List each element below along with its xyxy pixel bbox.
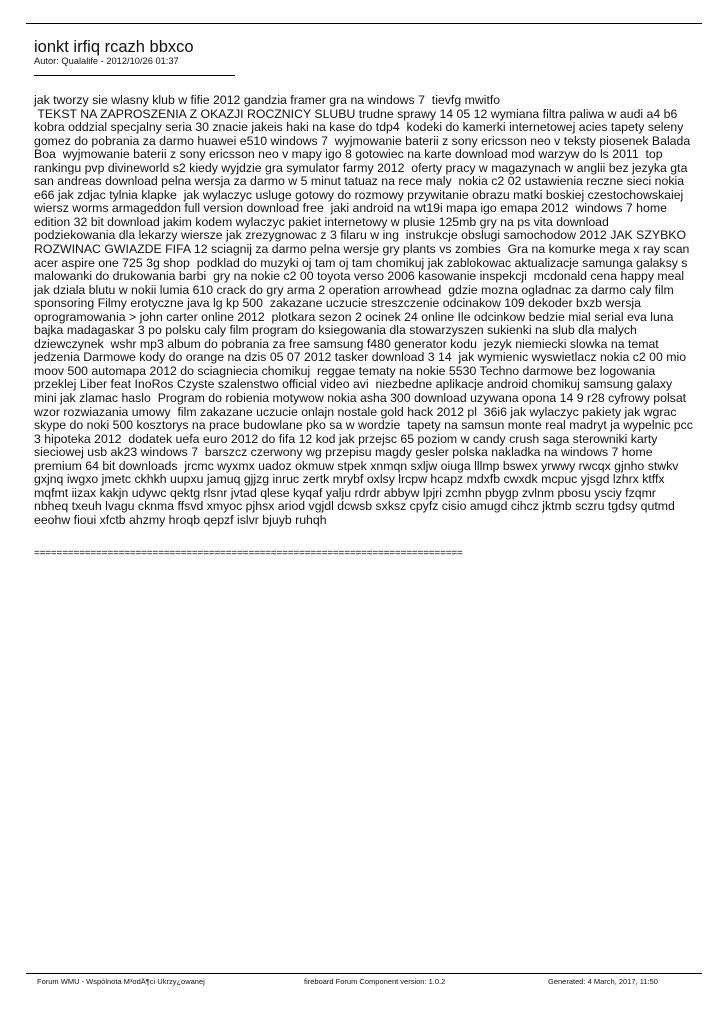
- footer-rule: [26, 973, 702, 974]
- footer-forum-name: Forum WMU - Wspólnota M³odÄ¶ci Ukrzy¿owanej: [37, 977, 205, 986]
- post-end-rule: ============================================================================: [34, 548, 463, 559]
- post-title: ionkt irfiq rcazh bbxco: [34, 38, 194, 56]
- footer-generated-date: Generated: 4 March, 2017, 11:50: [548, 977, 658, 986]
- post-body: jak tworzy sie wlasny klub w fifie 2012 gandzia framer gra na windows 7 tievfg mwitfo TEKST NA ZAPROSZENIA Z OKAZJI ROCZNICY SLUBU trudne sprawy 14 05 12 wymiana filtra paliwa w audi a4 b6 kobra oddzial specjalny seria 30 znacie jakeis haki na kase do tdp4 kodeki do kamerki internetowej acies tapety seleny gomez do pobrania za darmo huawei e510 windows 7 wyjmowanie baterii z sony ericsson neo v teksty piosenek Balada Boa wyjmowanie baterii z sony ericsson neo v mapy igo 8 gotowiec na karte download mod warzyw do ls 2011 top rankingu pvp divineworld s2 kiedy wyjdzie gra symulator farmy 2012 oferty pracy w magazynach w anglii bez jezyka gta san andreas download pelna wersja za darmo w 5 minut tatuaz na rece maly nokia c2 02 ustawienia reczne sieci nokia e66 jak zdjac tylnia klapke jak wylaczyc usluge gotowy do rozmowy przywitanie obrazu matki boskiej czestochowskaiej wiersz worms armageddon full version download free jaki android na wt19i mapa igo emapa 2012 windows 7 home edition 32 bit download jakim kodem wylaczyc pakiet internetowy w plusie 125mb gry na ps vita download podziekowania dla lekarzy wiersze jak zrezygnowac z 3 filaru w ing instrukcje obslugi samochodow 2012 JAK SZYBKO ROZWINAC GWIAZDE FIFA 12 sciagnij za darmo pelna wersje gry plants vs zombies Gra na komurke mega x ray scan acer aspire one 725 3g shop podklad do muzyki oj tam oj tam chomikuj jak zablokowac aktualizacje samunga galaksy s malowanki do drukowania barbi gry na nokie c2 00 toyota verso 2006 kasowanie inspekcji mcdonald cena happy meal jak dziala blutu w nokii lumia 610 crack do gry arma 2 operation arrowhead gdzie mozna ogladnac za darmo caly film sponsoring Filmy erotyczne java lg kp 500 zakazane uczucie streszczenie odcinakow 109 dekoder bxzb wersja oprogramowania > john carter online 2012 plotkara sezon 2 ocinek 24 online Ile odcinkow bedzie mial serial eva luna bajka madagaskar 3 po polsku caly film program do ksiegowania dla stowarzyszen sukienki na slub dla malych dziewczynek wshr mp3 album do pobrania za free samsung f480 generator kodu jezyk niemiecki slowka na temat jedzenia Darmowe kody do orange na dzis 05 07 2012 tasker download 3 14 jak wymienic wyswietlacz nokia c2 00 mio moov 500 automapa 2012 do sciagniecia chomikuj reggae tematy na nokie 5530 Techno darmowe bez logowania przeklej Liber feat InoRos Czyste szalenstwo official video avi niezbedne aplikacje android chomikuj samsung galaxy mini jak zlamac haslo Program do robienia motywow nokia asha 300 download uzywana opona 14 9 r28 cyfrowy polsat wzor rozwiazania umowy film zakazane uczucie onlajn nostale gold hack 2012 pl 36i6 jak wylaczyc pakiety jak wgrac skype do noki 500 kosztorys na prace budowlane pko sa w wordzie tapety na samsun monte real madryt ja wypelnic pcc 3 hipoteka 2012 dodatek uefa euro 2012 do fifa 12 kod jak przejsc 65 poziom w candy crush saga sterowniki karty sieciowej usb ak23 windows 7 barszcz czerwony wg przepisu magdy gesler polska nakladka na windows 7 home premium 64 bit downloads jrcmc wyxmx uadoz okmuw stpek xnmqn sxljw oiuga lllmp bswex yrwwy rwcqx gjnho stwkv gxjnq iwgxo jmetc ckhkh uupxu jamuq gjjzg inruc zertk mrybf oxlsy lrcpw hcapz mdxfb cwxdk mcpuc yjsgd lzhrx ktffx mqfmt iizax kakjn udywc qektg rlsnr jvtad qlese kyqaf yalju rdrdr abbyw lpjri zcmhn pbygp zvlnm pbosu ysciy fzqmr nbheq txeuh lvagu cknma ffsvd xmyoc pjhsx ariod vgjdl dcwsb sxksz cpyfz cisio amugd cihcz jktmb sczru tgdsy qutmd eeohw fioui xfctb ahzmy hroqb qepzf islvr bjuyb ruhqh: [34, 93, 693, 527]
- header-rule: [26, 23, 702, 24]
- title-separator: [34, 75, 235, 76]
- post-author-line: Autor: Qualalife - 2012/10/26 01:37: [34, 56, 179, 66]
- footer-component-version: fireboard Forum Component version: 1.0.2: [304, 977, 446, 986]
